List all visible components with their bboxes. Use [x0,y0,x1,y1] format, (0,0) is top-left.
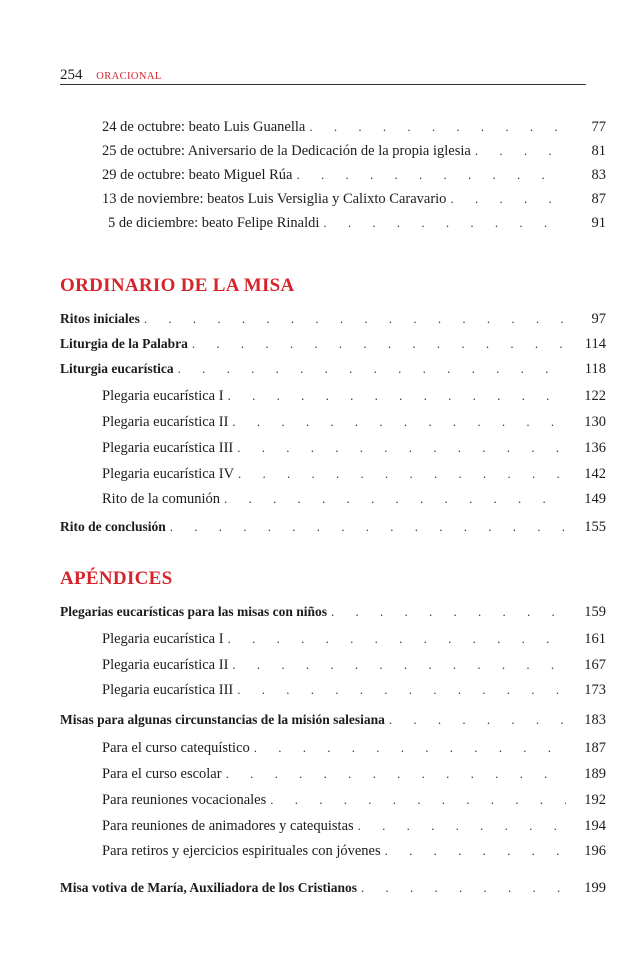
toc-entry-label: Plegaria eucarística III [102,682,234,698]
toc-entry-label: Para reuniones de animadores y catequistas [102,818,354,834]
toc-entry[interactable] [60,308,606,330]
toc-entry-page: 83 [591,167,606,183]
dot-leader [254,737,566,759]
dot-leader [361,877,566,899]
dot-leader [192,333,566,355]
toc-entry[interactable] [102,488,606,510]
toc-entry[interactable] [102,385,606,407]
toc-entry-label: 29 de octubre: beato Miguel Rúa [102,167,293,183]
toc-entry[interactable] [60,877,606,899]
toc-entry[interactable] [60,709,606,731]
dot-leader [237,679,566,701]
toc-entry-page: 122 [584,388,606,404]
section-title-ordinario: ORDINARIO DE LA MISA [60,275,295,296]
dot-leader [228,385,566,407]
dot-leader [450,188,566,210]
dot-leader [178,358,566,380]
toc-entry[interactable] [60,601,606,623]
toc-entry-label: Ritos iniciales [60,311,140,326]
toc-entry-label: Plegaria eucarística I [102,631,224,647]
toc-entry-label: Plegaria eucarística I [102,388,224,404]
toc-entry-page: 173 [584,682,606,698]
toc-entry-page: 97 [591,311,606,327]
running-head [60,66,586,86]
toc-entry[interactable] [102,815,606,837]
toc-entry-label: Para reuniones vocacionales [102,792,267,808]
dot-leader [232,654,566,676]
toc-entry-page: 194 [584,818,606,834]
toc-entry-page: 130 [584,414,606,430]
toc-entry-page: 114 [584,336,606,352]
dot-leader [331,601,566,623]
toc-entry-page: 187 [584,740,606,756]
toc-entry-page: 136 [584,440,606,456]
toc-entry[interactable] [102,840,606,862]
toc-entry-page: 87 [591,191,606,207]
toc-entry[interactable] [60,516,606,538]
toc-entry-page: 196 [584,843,606,859]
page-number: 254 [60,67,83,83]
toc-entry-page: 192 [584,792,606,808]
toc-entry-label: Para el curso catequístico [102,740,250,756]
dot-leader [475,140,566,162]
toc-entry[interactable] [102,654,606,676]
toc-entry[interactable] [102,140,606,162]
toc-entry-label: Liturgia de la Palabra [60,336,188,351]
toc-entry-page: 142 [584,466,606,482]
running-title: ORACIONAL [96,71,162,82]
toc-entry[interactable] [102,411,606,433]
toc-entry[interactable] [102,763,606,785]
toc-entry-page: 199 [584,880,606,896]
toc-entry-label: Plegaria eucarística II [102,657,229,673]
toc-entry-label: Para el curso escolar [102,766,222,782]
dot-leader [237,437,566,459]
toc-entry-page: 149 [584,491,606,507]
toc-entry-page: 161 [584,631,606,647]
dot-leader [224,488,566,510]
dot-leader [226,763,566,785]
toc-entry[interactable] [102,437,606,459]
dot-leader [358,815,566,837]
dot-leader [385,840,566,862]
toc-entry[interactable] [60,358,606,380]
toc-entry[interactable] [102,188,606,210]
toc-entry-page: 159 [584,604,606,620]
section-title-apendices: APÉNDICES [60,568,173,589]
toc-entry[interactable] [102,116,606,138]
dot-leader [144,308,566,330]
toc-entry[interactable] [102,628,606,650]
toc-entry[interactable] [102,463,606,485]
toc-entry-label: Para retiros y ejercicios espirituales con jóvenes [102,843,381,859]
toc-entry-label: 25 de octubre: Aniversario de la Dedicación de la propia iglesia [102,143,471,159]
toc-entry-label: Misas para algunas circunstancias de la misión salesiana [60,712,385,727]
dot-leader [389,709,566,731]
dot-leader [323,212,566,234]
toc-entry-label: Liturgia eucarística [60,361,174,376]
dot-leader [309,116,566,138]
toc-entry[interactable] [102,737,606,759]
toc-entry[interactable] [102,164,606,186]
toc-entry[interactable] [102,789,606,811]
dot-leader [296,164,566,186]
toc-entry-label: 24 de octubre: beato Luis Guanella [102,119,306,135]
toc-entry[interactable] [102,679,606,701]
toc-entry-label: Plegaria eucarística II [102,414,229,430]
toc-entry-label: Rito de la comunión [102,491,220,507]
toc-entry-label: Rito de conclusión [60,519,166,534]
dot-leader [238,463,566,485]
toc-entry-page: 77 [591,119,606,135]
toc-entry-page: 91 [591,215,606,231]
toc-entry-label: Plegaria eucarística IV [102,466,235,482]
dot-leader [170,516,566,538]
dot-leader [232,411,566,433]
toc-entry-page: 183 [584,712,606,728]
toc-entry-label: Plegaria eucarística III [102,440,234,456]
dot-leader [228,628,566,650]
toc-entry-label: 5 de diciembre: beato Felipe Rinaldi [108,215,320,231]
toc-entry[interactable] [108,212,606,234]
toc-entry-page: 118 [584,361,606,377]
toc-entry-page: 155 [584,519,606,535]
toc-entry-label: Plegarias eucarísticas para las misas con niños [60,604,327,619]
toc-entry-page: 189 [584,766,606,782]
toc-entry-label: Misa votiva de María, Auxiliadora de los Cristianos [60,880,357,895]
toc-entry-page: 81 [591,143,606,159]
toc-entry-label: 13 de noviembre: beatos Luis Versiglia y Calixto Caravario [102,191,447,207]
toc-entry-page: 167 [584,657,606,673]
header-rule [60,84,586,85]
dot-leader [270,789,566,811]
toc-entry[interactable] [60,333,606,355]
